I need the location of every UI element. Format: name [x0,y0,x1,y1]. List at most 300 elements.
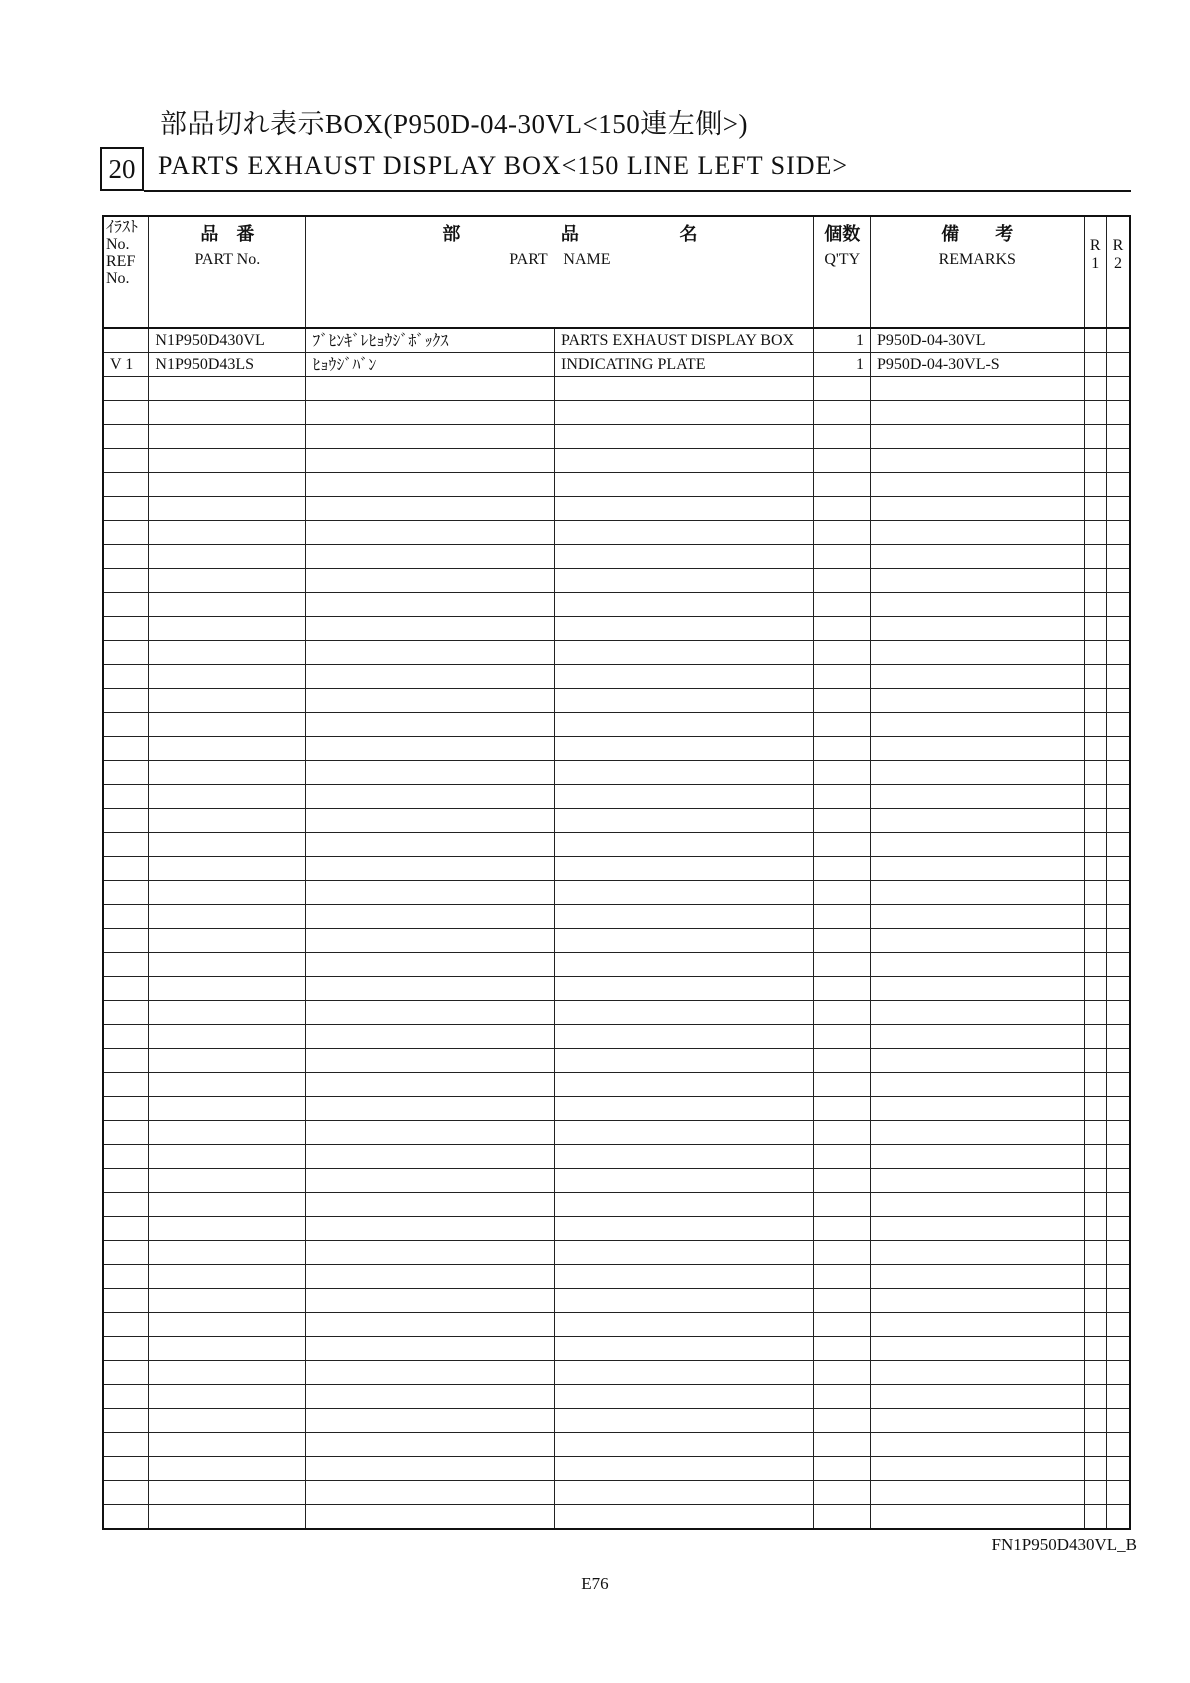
empty-table-row [103,881,1130,905]
cell-remarks [871,977,1085,1001]
cell-name-en [555,1145,814,1169]
header-part-name-jp-3: 名 [679,224,698,244]
cell-remarks [871,521,1085,545]
cell-name-en [555,713,814,737]
cell-ref [103,689,149,713]
cell-ref [103,1169,149,1193]
cell-qty [814,737,871,761]
cell-part-no [149,1145,306,1169]
header-part-name-en: PART NAME [509,251,611,268]
cell-remarks [871,1289,1085,1313]
cell-remarks [871,929,1085,953]
cell-ref [103,425,149,449]
cell-ref [103,713,149,737]
cell-r2 [1106,1433,1130,1457]
cell-remarks [871,665,1085,689]
cell-r2 [1106,833,1130,857]
empty-table-row [103,401,1130,425]
cell-qty [814,953,871,977]
cell-r2 [1106,689,1130,713]
cell-remarks [871,1217,1085,1241]
document-code: FN1P950D430VL_B [991,1535,1137,1554]
cell-name-jp [306,713,555,737]
cell-r1 [1084,1433,1106,1457]
cell-r1 [1084,977,1106,1001]
cell-name-en [555,425,814,449]
cell-qty [814,569,871,593]
cell-name-en [555,689,814,713]
cell-r1 [1084,425,1106,449]
cell-r2 [1106,569,1130,593]
cell-ref [103,1289,149,1313]
cell-r2 [1106,1265,1130,1289]
empty-table-row [103,1073,1130,1097]
cell-remarks [871,497,1085,521]
cell-name-jp [306,1001,555,1025]
cell-part-no [149,1361,306,1385]
cell-ref [103,1121,149,1145]
header-part-no [149,216,306,328]
cell-name-en [555,1337,814,1361]
cell-name-en: INDICATING PLATE [555,353,814,377]
cell-r2 [1106,449,1130,473]
cell-name-en [555,1217,814,1241]
cell-qty [814,449,871,473]
cell-name-en [555,497,814,521]
cell-name-en [555,1289,814,1313]
cell-part-no [149,473,306,497]
cell-r1 [1084,929,1106,953]
cell-name-jp [306,1025,555,1049]
cell-part-no [149,737,306,761]
empty-table-row [103,1025,1130,1049]
cell-r2 [1106,1241,1130,1265]
cell-r2 [1106,785,1130,809]
cell-part-no [149,1193,306,1217]
empty-table-row [103,473,1130,497]
empty-table-row [103,1409,1130,1433]
cell-r2 [1106,425,1130,449]
cell-ref [103,1361,149,1385]
cell-ref [103,545,149,569]
cell-remarks [871,1457,1085,1481]
cell-ref [103,1337,149,1361]
cell-part-no [149,713,306,737]
cell-part-no [149,1337,306,1361]
empty-table-row [103,1001,1130,1025]
cell-qty [814,1025,871,1049]
cell-name-jp [306,449,555,473]
cell-name-jp [306,1193,555,1217]
cell-ref [103,1409,149,1433]
empty-table-row [103,713,1130,737]
header-ref-jp: ｲﾗｽﾄ [106,219,139,236]
cell-part-no [149,425,306,449]
empty-table-row [103,785,1130,809]
cell-r1 [1084,785,1106,809]
cell-remarks [871,1385,1085,1409]
cell-qty [814,1145,871,1169]
cell-name-en [555,449,814,473]
cell-qty [814,881,871,905]
cell-name-en [555,1361,814,1385]
header-r2-digit: 2 [1113,255,1122,272]
cell-part-no [149,809,306,833]
empty-table-row [103,1481,1130,1505]
empty-table-row [103,1049,1130,1073]
cell-name-jp [306,401,555,425]
cell-r2 [1106,328,1130,353]
cell-name-en [555,617,814,641]
cell-ref [103,1049,149,1073]
cell-remarks [871,641,1085,665]
cell-ref [103,449,149,473]
cell-name-en [555,521,814,545]
cell-part-no [149,665,306,689]
cell-r1 [1084,641,1106,665]
cell-remarks [871,569,1085,593]
cell-r2 [1106,641,1130,665]
cell-remarks [871,1049,1085,1073]
cell-part-no [149,1457,306,1481]
cell-name-jp [306,521,555,545]
cell-r2 [1106,1385,1130,1409]
empty-table-row [103,1193,1130,1217]
cell-remarks [871,545,1085,569]
cell-part-no [149,1433,306,1457]
empty-table-row [103,1145,1130,1169]
cell-remarks [871,881,1085,905]
cell-name-jp [306,1481,555,1505]
parts-table-body [103,328,1130,1529]
cell-qty [814,1169,871,1193]
cell-part-no [149,593,306,617]
header-r1-letter: R [1089,237,1101,254]
cell-qty [814,1313,871,1337]
cell-name-en [555,977,814,1001]
cell-remarks [871,737,1085,761]
cell-remarks [871,857,1085,881]
cell-name-jp [306,545,555,569]
cell-name-jp [306,425,555,449]
cell-qty [814,809,871,833]
cell-ref [103,977,149,1001]
cell-r1 [1084,1361,1106,1385]
cell-qty [814,1121,871,1145]
cell-r2 [1106,353,1130,377]
cell-r2 [1106,1361,1130,1385]
empty-table-row [103,665,1130,689]
cell-r1 [1084,473,1106,497]
cell-part-no [149,545,306,569]
cell-part-no [149,1217,306,1241]
cell-name-en [555,1121,814,1145]
cell-r1 [1084,1049,1106,1073]
cell-name-en [555,953,814,977]
cell-qty [814,905,871,929]
empty-table-row [103,521,1130,545]
header-r1 [1084,216,1106,328]
cell-r1 [1084,713,1106,737]
cell-r1 [1084,1241,1106,1265]
cell-r1 [1084,1193,1106,1217]
cell-name-jp [306,1121,555,1145]
cell-r2 [1106,1409,1130,1433]
cell-remarks [871,833,1085,857]
cell-r1 [1084,689,1106,713]
cell-r1 [1084,328,1106,353]
cell-r1 [1084,809,1106,833]
header-ref-no [103,216,149,328]
cell-remarks [871,401,1085,425]
cell-part-no [149,881,306,905]
header-ref-no1: No. [106,236,130,253]
table-row [103,328,1130,353]
cell-ref [103,1145,149,1169]
cell-name-en [555,809,814,833]
page-title-english: PARTS EXHAUST DISPLAY BOX<150 LINE LEFT SIDE> [158,151,849,180]
cell-remarks [871,593,1085,617]
cell-remarks [871,785,1085,809]
cell-name-jp [306,1361,555,1385]
cell-remarks [871,905,1085,929]
cell-remarks [871,1121,1085,1145]
cell-ref [103,1025,149,1049]
cell-r2 [1106,713,1130,737]
empty-table-row [103,1241,1130,1265]
cell-r2 [1106,857,1130,881]
cell-name-en [555,641,814,665]
cell-qty: 1 [814,328,871,353]
cell-qty [814,1289,871,1313]
cell-ref [103,593,149,617]
cell-part-no [149,1241,306,1265]
cell-name-en [555,1049,814,1073]
cell-r1 [1084,569,1106,593]
empty-table-row [103,977,1130,1001]
cell-r2 [1106,809,1130,833]
cell-name-jp [306,497,555,521]
cell-part-no [149,953,306,977]
empty-table-row [103,377,1130,401]
cell-remarks [871,1313,1085,1337]
cell-qty [814,665,871,689]
cell-name-en [555,1097,814,1121]
empty-table-row [103,569,1130,593]
cell-qty [814,689,871,713]
cell-ref [103,1385,149,1409]
cell-ref [103,1433,149,1457]
cell-name-jp [306,473,555,497]
cell-r1 [1084,1385,1106,1409]
cell-name-jp [306,1385,555,1409]
empty-table-row [103,1289,1130,1313]
cell-name-jp [306,1241,555,1265]
header-ref-no2: No. [106,270,130,287]
cell-qty [814,473,871,497]
empty-table-row [103,1361,1130,1385]
cell-name-en [555,1193,814,1217]
cell-part-no [149,1385,306,1409]
empty-table-row [103,1121,1130,1145]
cell-r1 [1084,953,1106,977]
cell-remarks [871,1337,1085,1361]
cell-remarks: P950D-04-30VL-S [871,353,1085,377]
cell-qty [814,761,871,785]
cell-r2 [1106,1049,1130,1073]
cell-part-no [149,929,306,953]
cell-name-en [555,1505,814,1530]
cell-name-en [555,761,814,785]
empty-table-row [103,1169,1130,1193]
cell-qty [814,833,871,857]
cell-ref [103,785,149,809]
cell-qty [814,1217,871,1241]
cell-qty [814,1073,871,1097]
cell-r1 [1084,593,1106,617]
cell-ref [103,1505,149,1530]
cell-part-no: N1P950D43LS [149,353,306,377]
empty-table-row [103,857,1130,881]
cell-qty [814,1361,871,1385]
cell-name-en [555,785,814,809]
cell-ref [103,1073,149,1097]
cell-r2 [1106,1313,1130,1337]
header-qty [814,216,871,328]
cell-r1 [1084,449,1106,473]
header-part-no-jp: 品 番 [200,224,255,244]
cell-part-no [149,377,306,401]
cell-r1 [1084,737,1106,761]
cell-name-en [555,1457,814,1481]
cell-qty [814,1481,871,1505]
cell-r2 [1106,977,1130,1001]
cell-qty [814,1265,871,1289]
cell-part-no [149,521,306,545]
header-remarks-jp: 備 考 [941,224,1014,244]
cell-name-en [555,905,814,929]
cell-part-no [149,1097,306,1121]
cell-r1 [1084,833,1106,857]
cell-name-en [555,1241,814,1265]
cell-part-no [149,785,306,809]
cell-r1 [1084,761,1106,785]
cell-ref [103,328,149,353]
cell-name-jp [306,665,555,689]
empty-table-row [103,1337,1130,1361]
cell-name-jp [306,1049,555,1073]
cell-name-jp [306,809,555,833]
empty-table-row [103,449,1130,473]
cell-remarks [871,689,1085,713]
cell-r2 [1106,1001,1130,1025]
cell-name-en [555,1433,814,1457]
cell-name-jp [306,1409,555,1433]
cell-remarks [871,1001,1085,1025]
cell-name-en [555,593,814,617]
empty-table-row [103,689,1130,713]
empty-table-row [103,929,1130,953]
cell-remarks [871,1193,1085,1217]
cell-ref [103,521,149,545]
cell-qty [814,1433,871,1457]
cell-r1 [1084,1289,1106,1313]
cell-ref [103,833,149,857]
cell-remarks [871,473,1085,497]
header-r2-letter: R [1112,237,1124,254]
cell-r2 [1106,1481,1130,1505]
cell-r1 [1084,1337,1106,1361]
cell-name-jp [306,953,555,977]
cell-name-jp: ﾌﾞﾋﾝｷﾞﾚﾋｮｳｼﾞﾎﾞｯｸｽ [306,328,555,353]
cell-r1 [1084,353,1106,377]
cell-r1 [1084,905,1106,929]
cell-name-jp [306,593,555,617]
cell-name-en [555,377,814,401]
cell-r2 [1106,1457,1130,1481]
cell-remarks [871,425,1085,449]
cell-qty [814,1049,871,1073]
cell-name-jp [306,617,555,641]
cell-name-en [555,1001,814,1025]
header-r2 [1106,216,1130,328]
cell-part-no [149,497,306,521]
cell-part-no [149,905,306,929]
cell-remarks [871,1097,1085,1121]
empty-table-row [103,641,1130,665]
cell-name-jp [306,977,555,1001]
cell-name-jp [306,1337,555,1361]
cell-r1 [1084,1265,1106,1289]
empty-table-row [103,545,1130,569]
cell-ref [103,641,149,665]
cell-ref [103,401,149,425]
cell-name-jp [306,929,555,953]
cell-ref [103,473,149,497]
cell-r2 [1106,1097,1130,1121]
cell-name-jp [306,689,555,713]
cell-qty [814,641,871,665]
cell-ref [103,1097,149,1121]
cell-name-en [555,1409,814,1433]
cell-name-en: PARTS EXHAUST DISPLAY BOX [555,328,814,353]
cell-name-jp [306,905,555,929]
cell-r2 [1106,881,1130,905]
cell-name-jp [306,1289,555,1313]
cell-qty [814,1385,871,1409]
cell-remarks: P950D-04-30VL [871,328,1085,353]
cell-r2 [1106,545,1130,569]
cell-remarks [871,1241,1085,1265]
empty-table-row [103,1217,1130,1241]
cell-part-no [149,1001,306,1025]
cell-qty [814,1505,871,1530]
cell-r2 [1106,1289,1130,1313]
cell-qty [814,521,871,545]
cell-qty [814,425,871,449]
cell-name-en [555,1025,814,1049]
table-header-row [103,216,1130,328]
cell-r2 [1106,497,1130,521]
cell-ref [103,1217,149,1241]
cell-r1 [1084,521,1106,545]
cell-part-no [149,569,306,593]
page-number: E76 [581,1574,609,1593]
cell-ref [103,1481,149,1505]
header-r1-digit: 1 [1091,255,1100,272]
cell-name-en [555,401,814,425]
cell-r1 [1084,1313,1106,1337]
